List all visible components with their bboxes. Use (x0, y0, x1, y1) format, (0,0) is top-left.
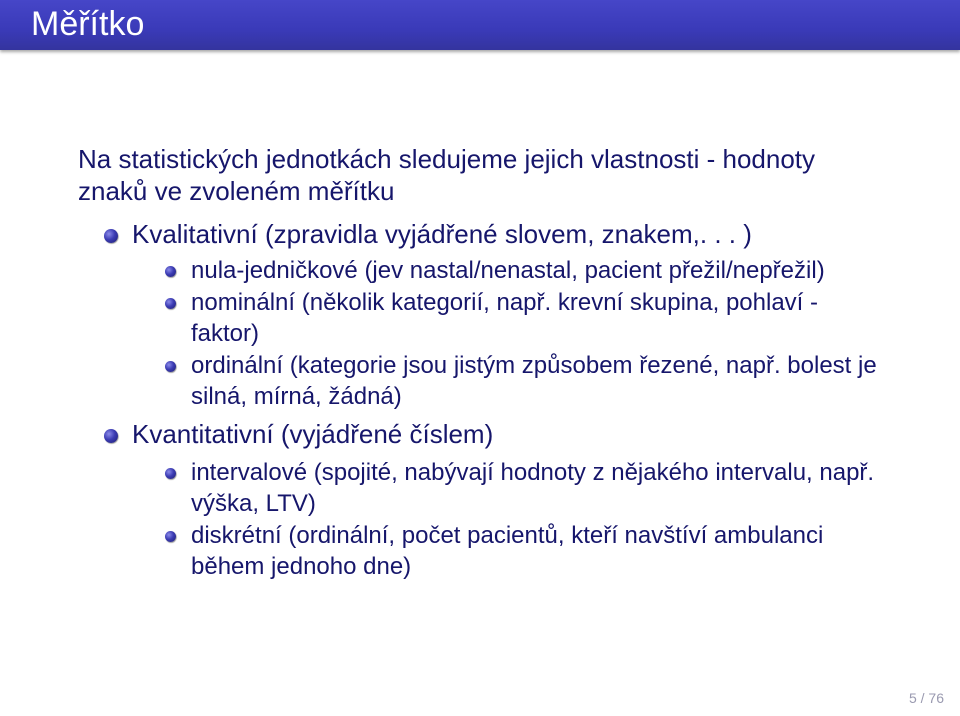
bullet-icon (104, 229, 118, 243)
sub-bullet-icon (165, 266, 176, 277)
sub-list-item: diskrétní (ordinální, počet pacientů, kteří navštíví ambulanci během jednoho dne) (191, 522, 824, 580)
sub-bullet-icon (165, 531, 176, 542)
sub-bullet-icon (165, 468, 176, 479)
page-number: 5 / 76 (908, 690, 944, 706)
sub-list-item: intervalové (spojité, nabývají hodnoty z nějakého intervalu, např. výška, LTV) (191, 459, 875, 517)
sub-bullet-icon (165, 361, 176, 372)
sub-list-item: nula-jedničkové (jev nastal/nenastal, pacient přežil/nepřežil) (191, 257, 825, 284)
slide-title: Měřítko (31, 5, 145, 43)
list-item: Kvantitativní (vyjádřené číslem) (132, 419, 494, 449)
bullet-icon (104, 429, 118, 443)
sub-list-item: ordinální (kategorie jsou jistým způsobem řezené, např. bolest je silná, mírná, žádná) (191, 352, 877, 410)
list-item: Kvalitativní (zpravidla vyjádřené slovem, znakem,. . . ) (132, 219, 752, 249)
intro-text: Na statistických jednotkách sledujeme jejich vlastnosti - hodnoty znaků ve zvoleném měřítku (78, 144, 816, 206)
sub-bullet-icon (165, 298, 176, 309)
sub-list-item: nominální (několik kategorií, např. krevní skupina, pohlaví - faktor) (191, 289, 818, 347)
